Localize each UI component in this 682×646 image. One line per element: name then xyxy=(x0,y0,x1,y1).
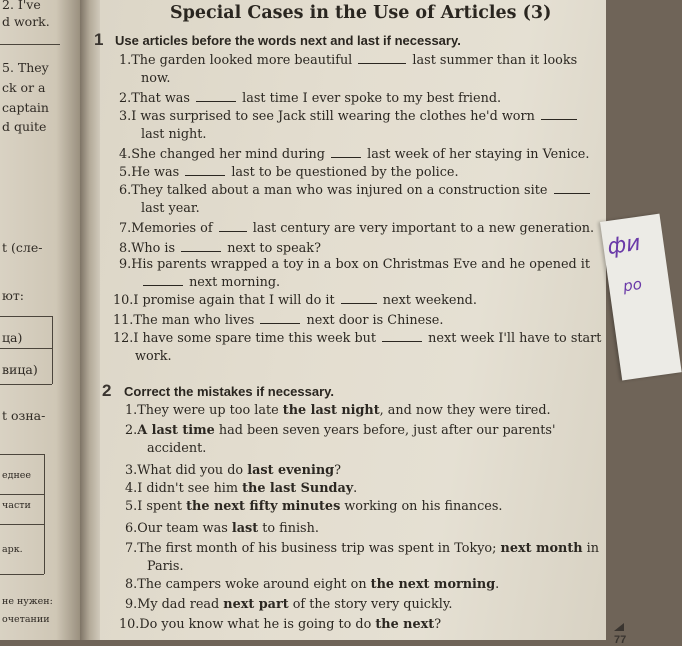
item-number: 8. xyxy=(125,577,138,592)
left-fragment: вица) xyxy=(2,362,38,377)
page-title: Special Cases in the Use of Articles (3) xyxy=(170,3,552,23)
item-continuation xyxy=(119,274,590,292)
answer-blank xyxy=(196,91,236,102)
item-text: Memories of xyxy=(131,221,217,236)
highlighted-phrase: the last night xyxy=(282,403,380,418)
answer-blank xyxy=(541,109,577,120)
exercise-title: Use articles before the words next and last if necessary. xyxy=(115,33,461,48)
answer-blank xyxy=(260,313,300,324)
item-text: His parents wrapped a toy in a box on Christmas Eve and he opened it xyxy=(131,257,591,272)
left-fragment: captain xyxy=(2,100,49,115)
left-fragment: d work. xyxy=(2,14,50,29)
exercise-item xyxy=(119,616,441,634)
item-continuation: last year. xyxy=(141,201,200,216)
item-text: Who is xyxy=(131,241,180,256)
exercise-item xyxy=(119,220,594,238)
item-text: last week of her staying in Venice. xyxy=(363,147,590,162)
table-line xyxy=(0,384,52,385)
exercise-item xyxy=(113,292,477,310)
item-number: 2. xyxy=(119,91,132,106)
table-line xyxy=(0,348,52,349)
exercise-item xyxy=(119,146,589,164)
exercise-item xyxy=(119,256,590,292)
answer-blank xyxy=(358,53,406,64)
item-text: last to be questioned by the police. xyxy=(227,165,459,180)
exercise-item xyxy=(125,422,555,458)
item-text: ? xyxy=(434,617,442,632)
item-text: , and now they were tired. xyxy=(379,403,551,418)
item-continuation: now. xyxy=(141,71,171,86)
left-fragment: d quite xyxy=(2,119,47,134)
item-text: I promise again that I will do it xyxy=(133,293,339,308)
exercise-title: Correct the mistakes if necessary. xyxy=(124,384,335,399)
item-text: Do you know what he is going to do xyxy=(139,617,376,632)
item-text: That was xyxy=(131,91,195,106)
left-fragment: арк. xyxy=(2,544,23,555)
item-text: What did you do xyxy=(137,463,248,478)
item-number: 10. xyxy=(119,617,140,632)
item-number: 2. xyxy=(125,423,138,438)
highlighted-phrase: next part xyxy=(223,597,289,612)
item-number: 7. xyxy=(119,221,132,236)
item-number: 8. xyxy=(119,241,132,256)
answer-blank xyxy=(331,147,361,158)
handwritten-text: ро xyxy=(621,274,643,296)
left-fragment: очетании xyxy=(2,614,50,625)
table-line xyxy=(0,574,44,575)
item-number: 5. xyxy=(119,165,132,180)
item-continuation: work. xyxy=(135,349,172,364)
exercise-item xyxy=(119,90,501,108)
answer-blank xyxy=(143,275,183,286)
item-text: to finish. xyxy=(258,521,319,536)
item-text: in xyxy=(582,541,599,556)
item-text: The first month of his business trip was spent in Tokyo; xyxy=(137,541,501,556)
exercise-item xyxy=(119,52,577,88)
item-number: 3. xyxy=(119,109,132,124)
answer-blank xyxy=(219,221,247,232)
highlighted-phrase: last evening xyxy=(247,463,335,478)
left-fragment: части xyxy=(2,500,31,511)
highlighted-phrase: the last Sunday xyxy=(242,481,354,496)
page-number: 77 xyxy=(614,622,626,646)
table-line xyxy=(44,454,45,574)
left-fragment: ют: xyxy=(2,288,25,303)
left-fragment: t (сле- xyxy=(2,240,43,255)
item-text: They talked about a man who was injured on a construction site xyxy=(131,183,552,198)
left-fragment: 2. I've xyxy=(2,0,41,12)
exercise-item xyxy=(125,520,319,538)
item-text: last century are very important to a new generation. xyxy=(248,221,595,236)
item-number: 6. xyxy=(125,521,138,536)
answer-blank xyxy=(554,183,590,194)
item-number: 3. xyxy=(125,463,138,478)
item-text: last time I ever spoke to my best friend. xyxy=(238,91,502,106)
item-text: next morning. xyxy=(185,275,281,290)
table-line xyxy=(0,316,52,317)
exercise-item xyxy=(119,164,459,182)
exercise-number: 2 xyxy=(102,381,112,400)
highlighted-phrase: A last time xyxy=(137,423,215,438)
item-continuation: Paris. xyxy=(147,559,184,574)
highlighted-phrase: the next morning xyxy=(370,577,496,592)
table-line xyxy=(0,454,44,455)
item-text: My dad read xyxy=(137,597,224,612)
left-fragment: 5. They xyxy=(2,60,49,75)
item-text: next week I'll have to start xyxy=(424,331,602,346)
item-number: 7. xyxy=(125,541,138,556)
table-line xyxy=(0,494,44,495)
item-text: . xyxy=(353,481,358,496)
book-gutter xyxy=(80,0,102,640)
left-fragment: еднее xyxy=(2,470,32,481)
handwritten-note xyxy=(600,214,682,381)
item-text: The garden looked more beautiful xyxy=(131,53,357,68)
exercise-item xyxy=(125,576,499,594)
left-fragment: не нужен: xyxy=(2,596,53,607)
item-number: 11. xyxy=(113,313,134,328)
item-text: had been seven years before, just after our parents' xyxy=(214,423,556,438)
left-fragment: ца) xyxy=(2,330,23,345)
exercise-item xyxy=(119,108,579,144)
item-number: 5. xyxy=(125,499,138,514)
item-number: 12. xyxy=(113,331,134,346)
item-text: They were up too late xyxy=(137,403,283,418)
exercise-number: 1 xyxy=(94,30,104,49)
item-continuation: last night. xyxy=(141,127,207,142)
handwritten-text: фи xyxy=(605,230,643,261)
divider xyxy=(0,44,60,45)
item-number: 1. xyxy=(119,53,132,68)
left-fragment: t озна- xyxy=(2,408,46,423)
item-text: next weekend. xyxy=(378,293,477,308)
item-continuation: accident. xyxy=(147,441,207,456)
item-text: I spent xyxy=(137,499,187,514)
highlighted-phrase: last xyxy=(231,521,259,536)
exercise-item xyxy=(125,498,502,516)
item-text: last summer than it looks xyxy=(408,53,578,68)
item-number: 9. xyxy=(125,597,138,612)
item-text: I have some spare time this week but xyxy=(133,331,381,346)
item-text: The man who lives xyxy=(133,313,259,328)
item-text: I was surprised to see Jack still wearing the clothes he'd worn xyxy=(131,109,539,124)
item-text: She changed her mind during xyxy=(131,147,330,162)
highlighted-phrase: next month xyxy=(500,541,583,556)
exercise-item xyxy=(125,402,551,420)
item-text: of the story very quickly. xyxy=(288,597,453,612)
exercise-item xyxy=(125,480,357,498)
exercise-item xyxy=(125,596,452,614)
item-number: 6. xyxy=(119,183,132,198)
answer-blank xyxy=(341,293,377,304)
left-page xyxy=(0,0,80,640)
left-fragment: ck or a xyxy=(2,80,46,95)
item-text: . xyxy=(495,577,500,592)
item-number: 4. xyxy=(125,481,138,496)
item-text: ? xyxy=(334,463,341,478)
item-text: The campers woke around eight on xyxy=(137,577,371,592)
item-text: Our team was xyxy=(137,521,232,536)
item-text: working on his finances. xyxy=(340,499,503,514)
item-text: next to speak? xyxy=(223,241,321,256)
item-number: 4. xyxy=(119,147,132,162)
exercise-item xyxy=(113,330,601,366)
exercise-item xyxy=(113,312,443,330)
answer-blank xyxy=(181,241,221,252)
exercise-item xyxy=(125,540,599,576)
table-line xyxy=(52,316,53,384)
highlighted-phrase: the next xyxy=(375,617,435,632)
item-text: I didn't see him xyxy=(137,481,243,496)
item-number: 9. xyxy=(119,257,132,272)
answer-blank xyxy=(382,331,422,342)
table-line xyxy=(0,524,44,525)
exercise-item xyxy=(119,182,592,218)
highlighted-phrase: the next fifty minutes xyxy=(186,499,341,514)
answer-blank xyxy=(185,165,225,176)
item-number: 1. xyxy=(125,403,138,418)
exercise-item xyxy=(125,462,341,480)
item-text: He was xyxy=(131,165,184,180)
item-number: 10. xyxy=(113,293,134,308)
item-text: next door is Chinese. xyxy=(302,313,444,328)
